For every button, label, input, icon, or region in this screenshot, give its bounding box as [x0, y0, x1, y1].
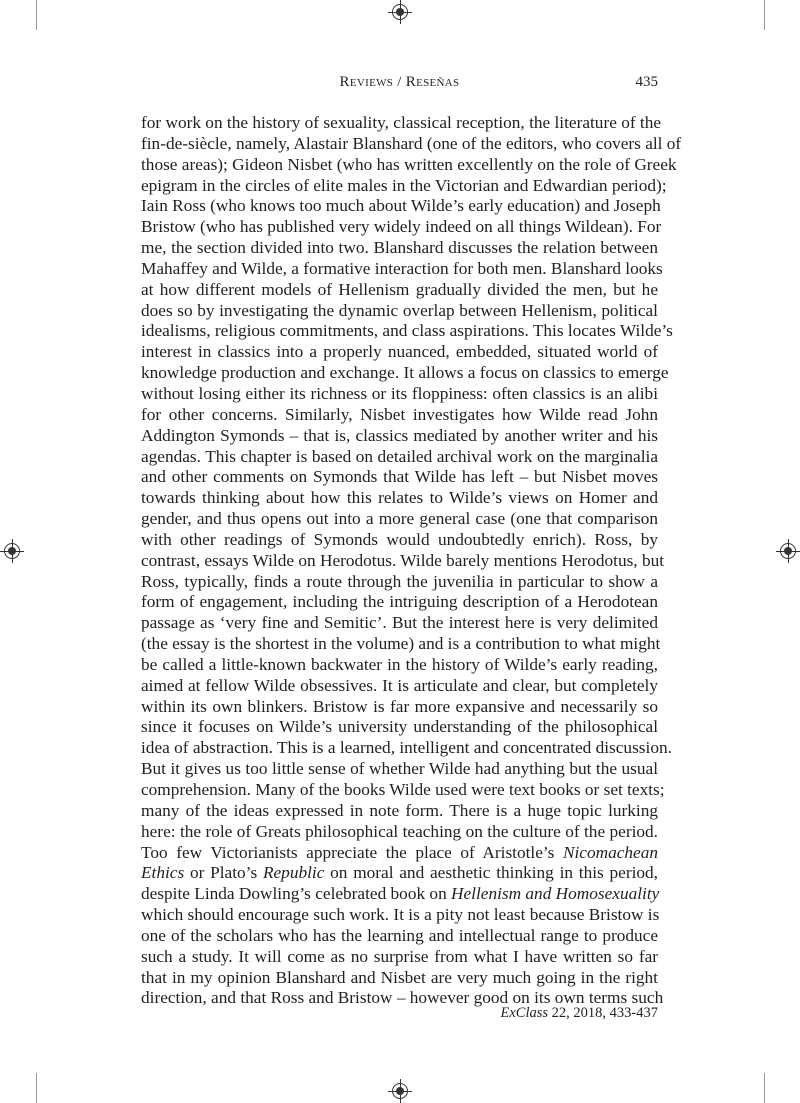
- text-segment: such a study. It will come as no surprise from what I have written so far: [141, 946, 658, 966]
- text-segment: those areas); Gideon Nisbet (who has written excellently on the role of Greek: [141, 154, 677, 174]
- text-line: [141, 738, 672, 759]
- text-segment: Bristow (who has published very widely indeed on all things Wildean). For: [141, 217, 662, 237]
- text-line: [141, 968, 658, 989]
- text-line: [141, 905, 658, 926]
- text-line: [141, 780, 665, 801]
- crop-mark: [36, 0, 37, 30]
- text-segment: or Plato’s: [184, 863, 263, 883]
- running-title: Reviews / Reseñas: [339, 74, 460, 90]
- text-segment: (the essay is the shortest in the volume) and is a contribution to what might: [141, 634, 661, 654]
- text-segment: Too few Victorianists appreciate the place of Aristotle’s: [141, 842, 563, 862]
- text-line: [141, 592, 658, 613]
- text-segment: form of engagement, including the intriguing description of a Herodotean: [141, 592, 658, 612]
- text-segment: Addington Symonds – that is, classics mediated by another writer and his: [141, 425, 658, 445]
- text-segment: within its own blinkers. Bristow is far more expansive and necessarily so: [141, 696, 658, 716]
- text-line: [141, 550, 665, 572]
- text-segment: with other readings of Symonds would undoubtedly enrich). Ross, by: [141, 529, 658, 549]
- text-segment: here: the role of Greats philosophical teaching on the culture of the period.: [141, 821, 658, 841]
- text-segment: that in my opinion Blanshard and Nisbet are very much going in the right: [141, 967, 658, 987]
- text-line: [141, 133, 682, 155]
- text-line: [141, 676, 658, 697]
- text-segment: direction, and that Ross and Bristow – however good on its own terms such: [141, 988, 664, 1008]
- registration-mark-icon: [4, 543, 20, 559]
- body-text: [141, 113, 682, 1009]
- text-line: [141, 509, 658, 530]
- text-segment: Ross, typically, finds a route through the juvenilia in particular to show a: [141, 571, 658, 591]
- text-segment: me, the section divided into two. Blanshard discusses the relation between: [141, 238, 658, 258]
- text-segment: Mahaffey and Wilde, a formative interaction for both men. Blanshard looks: [141, 258, 663, 278]
- text-line: [141, 238, 658, 259]
- text-line: [141, 655, 658, 676]
- text-line: [141, 947, 658, 968]
- text-segment: which should encourage such work. It is a pity not least because Bristow is: [141, 905, 660, 925]
- crop-mark: [36, 1073, 37, 1103]
- italic-title: Nicomachean: [562, 842, 658, 862]
- text-segment: towards thinking about how this relates to Wilde’s views on Homer and: [141, 488, 658, 508]
- text-segment: on moral and aesthetic thinking in this period,: [324, 863, 658, 883]
- text-line: [141, 843, 658, 864]
- running-head: [141, 74, 658, 96]
- text-segment: despite Linda Dowling’s celebrated book on: [141, 884, 452, 904]
- text-segment: contrast, essays Wilde on Herodotus. Wilde barely mentions Herodotus, but: [141, 550, 665, 570]
- text-segment: passage as ‘very fine and Semitic’. But the interest here is very delimited: [141, 613, 658, 633]
- text-segment: aimed at fellow Wilde obsessives. It is articulate and clear, but completely: [141, 675, 658, 695]
- text-segment: idealisms, religious commitments, and class aspirations. This locates Wilde’s: [141, 321, 673, 341]
- text-line: [141, 154, 677, 176]
- text-segment: be called a little-known backwater in the history of Wilde’s early reading,: [141, 654, 658, 674]
- footer-citation: [141, 1005, 658, 1022]
- text-line: [141, 613, 658, 634]
- citation-details: 22, 2018, 433-437: [548, 1005, 658, 1021]
- text-line: [141, 342, 658, 363]
- text-line: [141, 488, 658, 509]
- text-line: [141, 884, 658, 905]
- text-line: [141, 697, 658, 718]
- text-line: [141, 280, 658, 301]
- text-line: [141, 572, 658, 593]
- text-line: [141, 759, 658, 780]
- page-number: 435: [635, 74, 658, 90]
- registration-mark-icon: [780, 543, 796, 559]
- journal-name: ExClass: [500, 1005, 549, 1021]
- text-line: [141, 384, 658, 405]
- text-segment: at how different models of Hellenism gradually divided the men, but he: [141, 279, 658, 299]
- text-segment: does so by investigating the dynamic overlap between Hellenism, political: [141, 300, 658, 320]
- text-line: [141, 530, 658, 551]
- text-segment: agendas. This chapter is based on detailed archival work on the marginalia: [141, 446, 658, 466]
- text-segment: knowledge production and exchange. It allows a focus on classics to emerge: [141, 363, 669, 383]
- text-line: [141, 363, 669, 384]
- text-line: [141, 405, 658, 426]
- text-segment: idea of abstraction. This is a learned, intelligent and concentrated discussion.: [141, 738, 672, 758]
- text-line: [141, 175, 667, 197]
- text-segment: fin-de-siècle, namely, Alastair Blanshard (one of the editors, who covers all of: [141, 133, 682, 153]
- text-line: [141, 113, 662, 134]
- text-segment: since it focuses on Wilde’s university understanding of the philosophical: [141, 717, 658, 737]
- italic-title: Hellenism and Homosexuality: [451, 884, 660, 904]
- text-line: [141, 321, 673, 342]
- crop-mark: [764, 1073, 765, 1103]
- text-line: [141, 822, 658, 843]
- text-segment: without losing either its richness or its floppiness: often classics is an alibi: [141, 383, 658, 403]
- text-line: [141, 447, 658, 468]
- italic-title: Republic: [262, 863, 325, 883]
- text-line: [141, 801, 658, 822]
- text-line: [141, 258, 663, 280]
- text-segment: for work on the history of sexuality, classical reception, the literature of the: [141, 113, 662, 132]
- text-segment: epigram in the circles of elite males in the Victorian and Edwardian period);: [141, 175, 667, 195]
- text-line: [141, 217, 662, 238]
- text-line: [141, 634, 661, 655]
- text-line: [141, 426, 658, 447]
- text-segment: interest in classics into a properly nuanced, embedded, situated world of: [141, 342, 658, 362]
- italic-title: Ethics: [141, 863, 185, 883]
- registration-mark-icon: [392, 4, 408, 20]
- text-segment: But it gives us too little sense of whether Wilde had anything but the usual: [141, 759, 658, 779]
- text-line: [141, 301, 658, 322]
- text-segment: comprehension. Many of the books Wilde used were text books or set texts;: [141, 780, 665, 799]
- text-segment: one of the scholars who has the learning and intellectual range to produce: [141, 925, 658, 945]
- text-segment: and other comments on Symonds that Wilde has left – but Nisbet moves: [141, 467, 658, 487]
- text-line: [141, 196, 661, 217]
- text-line: [141, 926, 658, 947]
- crop-mark: [764, 0, 765, 30]
- text-segment: Iain Ross (who knows too much about Wilde’s early education) and Joseph: [141, 196, 661, 216]
- text-line: [141, 863, 658, 884]
- text-line: [141, 467, 658, 488]
- text-segment: gender, and thus opens out into a more general case (one that comparison: [141, 509, 658, 529]
- registration-mark-icon: [392, 1083, 408, 1099]
- text-segment: for other concerns. Similarly, Nisbet investigates how Wilde read John: [141, 404, 658, 424]
- text-segment: many of the ideas expressed in note form. There is a huge topic lurking: [141, 800, 658, 820]
- text-line: [141, 717, 658, 738]
